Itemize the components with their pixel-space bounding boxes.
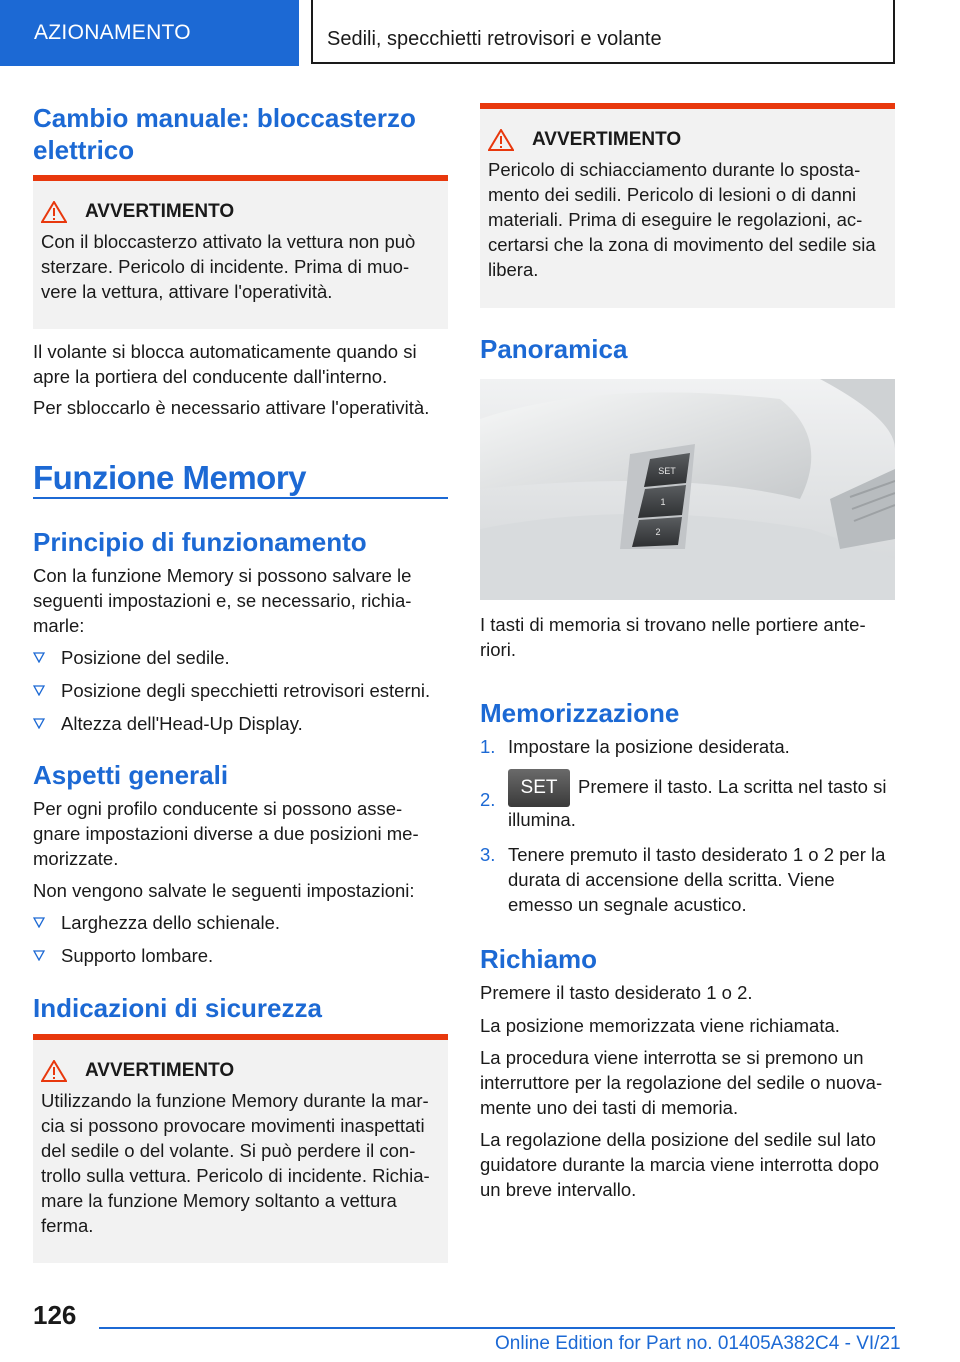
title-rule [33,497,448,499]
list-item: 3. Tenere premuto il tasto desiderato 1 o 2 per la durata di accensione della scritta. Viene emesso un segnale acustico. [480,844,886,915]
triangle-bullet-icon [33,950,45,961]
warning-box-seat [480,103,895,308]
list-item: Altezza dell'Head-Up Display. [33,711,453,736]
warning-box-steering [33,175,448,329]
general-paragraph-1: Per ogni profilo conducente si possono assegnare impostazioni diverse a due posizioni memorizzate. [33,798,419,869]
warning-box-memory [33,1034,448,1263]
warning-header [488,129,885,151]
overview-title: Panoramica [480,334,628,364]
door-button-label: 1 [660,497,666,507]
steering-lock-title: Cambio manuale: bloccasterzo elettrico [33,103,416,165]
general-paragraph-2: Non vengono salvate le seguenti impostazioni: [33,880,415,901]
general-title: Aspetti generali [33,760,229,790]
overview-caption: I tasti di memoria si trovano nelle portiere anteriori. [480,614,866,660]
list-item: 2. SET Premere il tasto. La scritta nel tasto si illumina. [480,769,895,832]
list-item: 1. Impostare la posizione desiderata. [480,736,790,757]
door-panel-image [480,379,895,600]
warning-title: AVVERTIMENTO [85,1060,235,1081]
triangle-bullet-icon [33,917,45,928]
warning-title: AVVERTIMENTO [532,129,682,150]
list-item: Larghezza dello schienale. [33,910,453,935]
memory-function-title: Funzione Memory [33,459,307,496]
steering-paragraph-2: Per sbloccarlo è necessario attivare l'operatività. [33,397,430,418]
page-number: 126 [33,1300,77,1330]
warning-text: Pericolo di schiacciamento durante lo spostamento dei sedili. Pericolo di lesioni o di danni materiali. Prima di eseguire le regolazioni, accertarsi che la zona di movimento del sedile sia libera. [488,159,876,280]
triangle-bullet-icon [33,718,45,729]
edition-info: Online Edition for Part no. 01405A382C4 - VI/21 [495,1333,901,1354]
set-button-icon: SET [508,769,570,807]
warning-icon [41,1060,67,1082]
door-button-label: 2 [655,527,661,537]
warning-header [41,201,438,223]
safety-title: Indicazioni di sicurezza [33,993,322,1023]
section-tab [0,0,299,66]
chapter-label: Sedili, specchietti retrovisori e volante [327,28,662,50]
recall-paragraph-1: Premere il tasto desiderato 1 o 2. [480,982,753,1003]
principle-text: Con la funzione Memory si possono salvare le seguenti impostazioni e, se necessario, richiamarle: [33,565,412,636]
warning-text: Utilizzando la funzione Memory durante la marcia si possono provocare movimenti inaspettati del sedile o del volante. Si può perdere il controllo sulla vettura. Pericolo di incidente. Richiamare la funzione Memory soltanto a vettura ferma. [41,1090,430,1236]
recall-paragraph-2: La posizione memorizzata viene richiamata. [480,1015,840,1036]
recall-paragraph-4: La regolazione della posizione del sedile sul lato guidatore durante la marcia viene interrotta dopo un breve intervallo. [480,1129,880,1200]
triangle-bullet-icon [33,685,45,696]
warning-title: AVVERTIMENTO [85,201,235,222]
warning-header [41,1060,438,1082]
warning-text: Con il bloccasterzo attivato la vettura non può sterzare. Pericolo di incidente. Prima di muovere la vettura, attivare l'operatività. [41,231,416,302]
list-item: Posizione del sedile. [33,645,453,670]
list-item: Supporto lombare. [33,943,453,968]
footer-rule [99,1327,895,1329]
principle-title: Principio di funzionamento [33,527,367,557]
principle-list [33,645,453,736]
door-panel-illustration [480,379,895,600]
door-button-label: SET [658,466,676,476]
section-label: AZIONAMENTO [34,21,191,44]
recall-paragraph-3: La procedura viene interrotta se si premono un interruttore per la regolazione del sedile o nuovamente uno dei tasti di memoria. [480,1047,883,1118]
steering-paragraph-1: Il volante si blocca automaticamente quando si apre la portiera del conducente dall'interno. [33,341,417,387]
triangle-bullet-icon [33,652,45,663]
store-steps [480,734,895,917]
store-title: Memorizzazione [480,698,680,728]
warning-icon [41,201,67,223]
recall-title: Richiamo [480,944,598,974]
general-list [33,910,453,968]
warning-icon [488,129,514,151]
chapter-header [311,0,895,64]
list-item: Posizione degli specchietti retrovisori esterni. [33,678,453,703]
